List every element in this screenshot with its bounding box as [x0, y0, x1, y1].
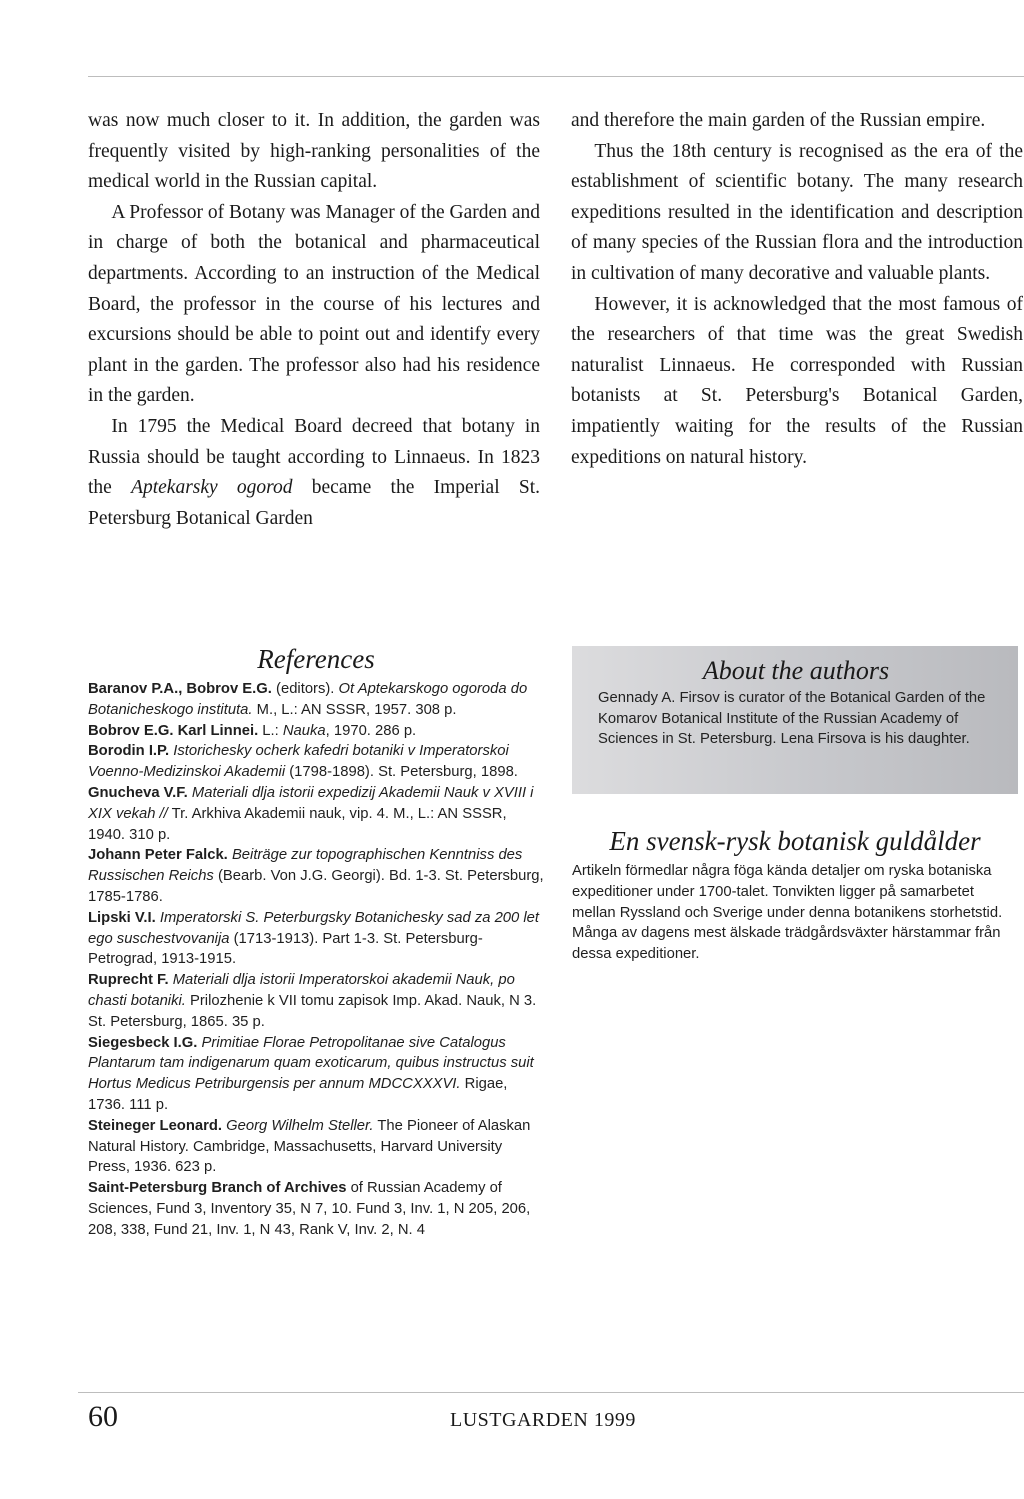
reference-text: Prilozhenie k VII tomu zapisok Imp. Akad. Nauk, N 3. St. Petersburg, 1865. 35 p.	[88, 992, 537, 1030]
body-paragraph: was now much closer to it. In addition, the garden was frequently visited by high-ranking personalities of the medical world in the Russian capital.	[88, 110, 540, 193]
reference-text: Tr. Arkhiva Akademii nauk, vip. 4. M., L.: AN SSSR, 1940. 310 p.	[88, 805, 507, 843]
reference-author: Bobrov E.G. Karl Linnei.	[88, 722, 259, 739]
reference-text: (Bearb. Von J.G. Georgi). Bd. 1-3. St. Petersburg, 1785-1786.	[88, 868, 544, 905]
about-authors-box	[572, 646, 1018, 794]
reference-title: Istorichesky ocherk kafedri botaniki v Imperatorskoi Voenno-Medizinskoi Akademii	[88, 743, 509, 781]
reference-author: Ruprecht F.	[88, 972, 169, 989]
paragraph-text: became the Imperial St. Petersburg Botanical Garden	[88, 477, 540, 529]
swedish-summary-text: Artikeln förmedlar några föga kända detaljer om ryska botaniska expeditioner under 1700-talet. Tonvikten ligger på samarbetet mellan Ryssland och Sverige under denna botanikens storhetstid. Många av dagens mest älskade trädgårdsväxter härstammar från dessa expeditioner.	[572, 863, 1003, 963]
reference-text: , 1970. 286 p.	[325, 722, 417, 739]
reference-entry	[88, 1033, 544, 1116]
reference-author: Siegesbeck I.G.	[88, 1034, 198, 1051]
about-authors-title: About the authors	[702, 656, 890, 685]
body-paragraph	[88, 412, 540, 534]
reference-entry	[88, 679, 544, 721]
reference-author: Baranov P.A., Bobrov E.G.	[88, 681, 272, 697]
reference-author: Johann Peter Falck.	[88, 847, 228, 864]
reference-text: of Russian Academy of Sciences, Fund 3, Inventory 35, N 7, 10. Fund 3, Inv. 1, N 205, 206, 208, 338, Fund 21, Inv. 1, N 43, Rank V, Inv. 2, N. 4	[88, 1180, 531, 1238]
references-section	[88, 644, 544, 1241]
reference-title: Primitiae Florae Petropolitanae sive Catalogus Plantarum tam indigenarum quam exoticarum, quibus instructus suit Hortus Medicus Petriburgensis per annum MDCCXXXVI.	[88, 1034, 534, 1093]
paragraph-italic: Aptekarsky ogorod	[131, 477, 293, 499]
journal-name: LUSTGARDEN 1999	[450, 1409, 636, 1431]
right-column	[571, 106, 1023, 473]
references-list	[88, 679, 544, 1241]
page-number: 60	[88, 1400, 118, 1433]
reference-text: (1713-1913). Part 1-3. St. Petersburg-Petrograd, 1913-1915.	[88, 930, 483, 968]
reference-text: (1798-1898). St. Petersburg, 1898.	[285, 764, 518, 781]
about-authors-text: Gennady A. Firsov is curator of the Botanical Garden of the Komarov Botanical Institute of the Russian Academy of Sciences in St. Petersburg. Lena Firsova is his daughter.	[598, 690, 986, 748]
reference-author: Gnucheva V.F.	[88, 784, 188, 801]
body-paragraph: A Professor of Botany was Manager of the Garden and in charge of both the botanical and pharmaceutical departments. According to an instruction of the Medical Board, the professor in the course of his lectures and excursions should be able to point out and identify every plant in the garden. The professor also had his residence in the garden.	[88, 201, 540, 407]
body-paragraph: However, it is acknowledged that the most famous of the researchers of that time was the great Swedish naturalist Linnaeus. He corresponded with Russian botanists at St. Petersburg's Botanical Garden, impatiently waiting for the results of the Russian expeditions on natural history.	[571, 293, 1023, 468]
reference-entry	[88, 1116, 544, 1178]
reference-title: Materiali dlja istorii expedizij Akademii Nauk v XVIII i XIX vekah //	[88, 784, 534, 822]
reference-entry	[88, 1178, 544, 1240]
reference-text: L.:	[258, 722, 283, 739]
reference-title: Imperatorski S. Peterburgsky Botanichesky sad za 200 let ego suschestvovanija	[88, 909, 539, 947]
reference-title: Nauka	[282, 722, 326, 739]
reference-author: Saint-Petersburg Branch of Archives	[88, 1180, 347, 1197]
reference-text: M., L.: AN SSSR, 1957. 308 p.	[252, 701, 457, 718]
reference-entry	[88, 741, 544, 783]
references-title: References	[257, 644, 375, 674]
reference-author: Borodin I.P.	[88, 743, 170, 760]
reference-title: Materiali dlja istorii Imperatorskoi akademii Nauk, po chasti botaniki.	[88, 972, 515, 1009]
reference-text: (editors).	[271, 681, 339, 697]
reference-text: Rigae, 1736. 111 p.	[88, 1076, 508, 1113]
body-paragraph: and therefore the main garden of the Russian empire.	[571, 110, 986, 131]
top-rule	[88, 76, 1024, 77]
reference-entry	[88, 721, 544, 742]
paragraph-text: In 1795 the Medical Board decreed that botany in Russia should be taught according to Linnaeus. In 1823 the	[88, 415, 540, 499]
reference-text: The Pioneer of Alaskan Natural History. Cambridge, Massachusetts, Harvard University Press, 1936. 623 p.	[88, 1117, 531, 1176]
swedish-summary-title: En svensk-rysk botanisk guldålder	[609, 826, 981, 856]
reference-entry	[88, 783, 544, 845]
reference-title: Georg Wilhelm Steller.	[226, 1117, 374, 1134]
reference-author: Lipski V.I.	[88, 909, 156, 926]
reference-author: Steineger Leonard.	[88, 1117, 223, 1134]
left-column	[88, 106, 540, 534]
swedish-summary	[572, 826, 1018, 965]
reference-entry	[88, 908, 544, 970]
reference-title: Beiträge zur topographischen Kenntniss des Russischen Reichs	[88, 847, 523, 885]
bottom-rule	[78, 1392, 1024, 1393]
reference-entry	[88, 970, 544, 1032]
body-paragraph: Thus the 18th century is recognised as the era of the establishment of scientific botany. The many research expeditions resulted in the identification and description of many species of the Russian flora and the introduction in cultivation of many decorative and valuable plants.	[571, 140, 1023, 284]
reference-title: Ot Aptekarskogo ogoroda do Botanicheskogo instituta.	[88, 681, 528, 718]
reference-entry	[88, 845, 544, 907]
